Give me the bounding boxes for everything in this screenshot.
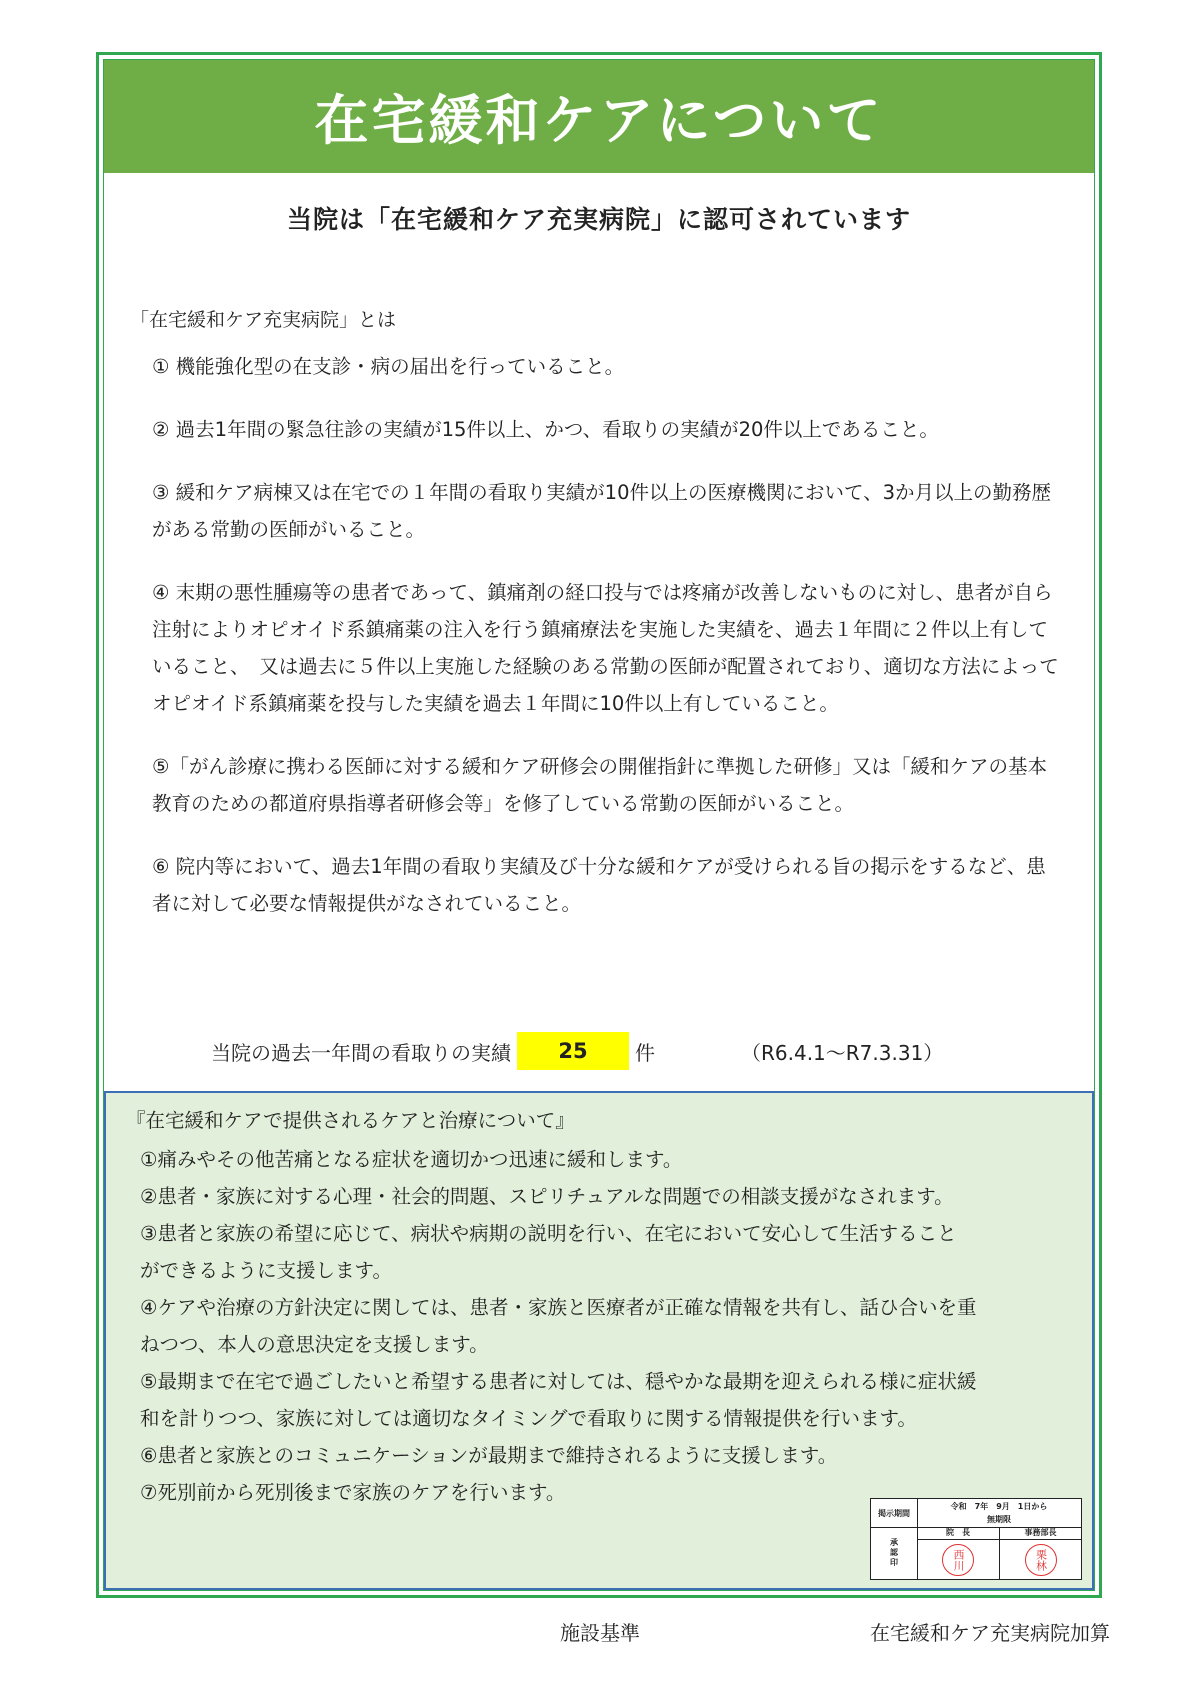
stamp-col-director — [917, 1527, 1000, 1579]
stamp-period-label: 掲示期間 — [871, 1499, 918, 1527]
stamp-col-director-title: 院 長 — [917, 1527, 999, 1540]
care-list — [140, 1141, 1070, 1511]
stamp-date: 令和 7年 9月 1日から — [950, 1502, 1048, 1511]
criterion-4: ④ 末期の悪性腫瘍等の患者であって、鎮痛剤の経口投与では疼痛が改善しないものに対し、患者が自ら注射によりオピオイド系鎮痛薬の注入を行う鎮痛療法を実施した実績を、過去１年間に２件以上有していること、 又は過去に５件以上実施した経験のある常勤の医師が配置されており、適切な方法によってオピオイド系鎮痛薬を投与した実績を過去１年間に10件以上有していること。 — [152, 581, 1059, 715]
title-bar — [104, 60, 1094, 173]
stamp-duration: 無期限 — [987, 1515, 1011, 1524]
record-period: （R6.4.1～R7.3.31） — [741, 1040, 944, 1065]
care-title: 『在宅緩和ケアで提供されるケアと治療について』 — [126, 1109, 575, 1132]
definition-intro: 「在宅緩和ケア充実病院」とは — [130, 309, 397, 331]
footer-right: 在宅緩和ケア充実病院加算 — [870, 1621, 1110, 1645]
criterion-6: ⑥ 院内等において、過去1年間の看取り実績及び十分な緩和ケアが受けられる旨の掲示をするなど、患者に対して必要な情報提供がなされていること。 — [152, 855, 1046, 915]
seal-manager: 栗林 — [1025, 1544, 1057, 1576]
record-unit: 件 — [635, 1040, 655, 1065]
care-item-7: ⑦死別前から死別後まで家族のケアを行います。 — [140, 1481, 566, 1504]
page-title: 在宅緩和ケアについて — [314, 89, 884, 152]
footer-left: 施設基準 — [560, 1621, 640, 1645]
poster-frame — [96, 52, 1102, 1598]
seal-director: 西川 — [942, 1544, 974, 1576]
care-item-5: ⑤最期まで在宅で過ごしたいと希望する患者に対しては、穏やかな最期を迎えられる様に症状緩和を計りつつ、家族に対しては適切なタイミングで看取りに関する情報提供を行います。 — [140, 1370, 977, 1430]
stamp-period-row — [871, 1499, 1081, 1528]
record-count: 25 — [517, 1032, 629, 1070]
care-item-2: ②患者・家族に対する心理・社会的問題、スピリチュアルな問題での相談支援がなされます。 — [140, 1185, 954, 1208]
care-item-6: ⑥患者と家族とのコミュニケーションが最期まで維持されるように支援します。 — [140, 1444, 838, 1467]
criterion-2: ② 過去1年間の緊急往診の実績が15件以上、かつ、看取りの実績が20件以上であること。 — [152, 418, 939, 441]
criterion-1: ① 機能強化型の在支診・病の届出を行っていること。 — [152, 355, 625, 378]
criteria-list — [152, 348, 1062, 948]
subtitle: 当院は「在宅緩和ケア充実病院」に認可されています — [286, 205, 911, 234]
stamp-col-manager-title: 事務部長 — [1000, 1527, 1081, 1540]
record-line — [211, 1032, 943, 1070]
criterion-5: ⑤「がん診療に携わる医師に対する緩和ケア研修会の開催指針に準拠した研修」又は「緩和ケアの基本教育のための都道府県指導者研修会等」を修了している常勤の医師がいること。 — [152, 755, 1047, 815]
criterion-3: ③ 緩和ケア病棟又は在宅での１年間の看取り実績が10件以上の医療機関において、3か月以上の勤務歴がある常勤の医師がいること。 — [152, 481, 1052, 541]
record-label: 当院の過去一年間の看取りの実績 — [211, 1040, 511, 1065]
stamp-approval-label: 承認印 — [871, 1527, 918, 1579]
care-item-3: ③患者と家族の希望に応じて、病状や病期の説明を行い、在宅において安心して生活することができるように支援します。 — [140, 1222, 957, 1282]
stamp-col-manager — [1000, 1527, 1081, 1579]
poster-inner — [103, 59, 1095, 1591]
care-box — [104, 1091, 1094, 1590]
care-item-4: ④ケアや治療の方針決定に関しては、患者・家族と医療者が正確な情報を共有し、話ひ合いを重ねつつ、本人の意思決定を支援します。 — [140, 1296, 977, 1356]
care-item-1: ①痛みやその他苦痛となる症状を適切かつ迅速に緩和します。 — [140, 1148, 683, 1171]
approval-stamp-box — [870, 1498, 1082, 1580]
